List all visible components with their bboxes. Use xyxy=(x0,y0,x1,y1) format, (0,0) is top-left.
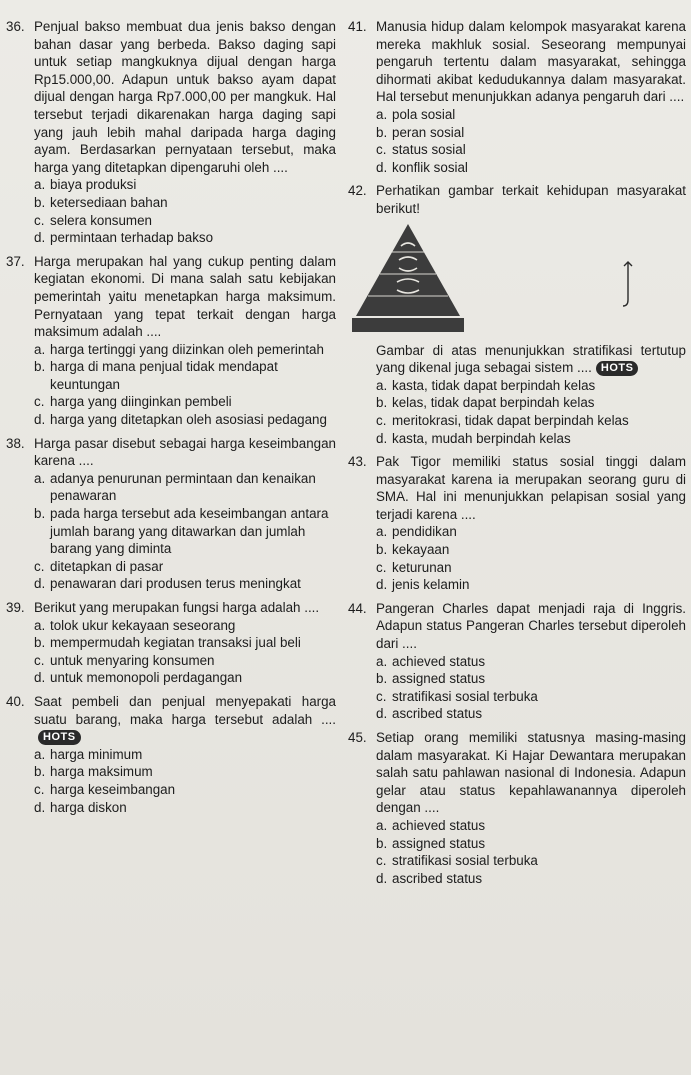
question-text: Harga merupakan hal yang cukup penting dalam kegiatan ekonomi. Di mana salah satu kebijakan pemerintah yaitu menetapkan harga maksimum. Pernyataan yang tepat terkait dengan harga maksimum adalah .... xyxy=(34,253,336,340)
question-text: Penjual bakso membuat dua jenis bakso dengan bahan dasar yang berbeda. Bakso daging sapi untuk setiap mangkuknya dijual dengan harga Rp15.000,00. Adapun untuk bakso ayam dapat dijual dengan harga Rp7.000,00 per mangkuk. Hal tersebut terjadi dikarenakan harga daging sapi yang jauh lebih mahal daripada harga daging ayam. Berdasarkan pernyataan tersebut, maka harga yang ditetapkan dipengaruhi oleh .... xyxy=(34,19,336,175)
question-text: Pak Tigor memiliki status sosial tinggi dalam masyarakat karena ia merupakan seorang guru di SMA. Hal ini menunjukkan pelapisan sosial yang terjadi karena .... xyxy=(376,454,686,522)
question-43 xyxy=(348,453,686,594)
question-text: Setiap orang memiliki statusnya masing-masing dalam masyarakat. Ki Hajar Dewantara merupakan salah satu pahlawan nasional di Indonesia. Adapun gelar atau status kepahlawanannya diperoleh dengan .... xyxy=(376,730,686,816)
left-column xyxy=(6,18,336,822)
right-column xyxy=(348,18,686,893)
option-c[interactable]: c. harga yang diinginkan pembeli xyxy=(34,394,232,410)
option-c[interactable]: c. ditetapkan di pasar xyxy=(34,558,164,574)
option-a[interactable]: a. pendidikan xyxy=(376,524,457,540)
option-a[interactable]: a. harga minimum xyxy=(34,746,143,762)
hots-badge: HOTS xyxy=(596,361,639,376)
arrow-up-icon xyxy=(623,262,632,306)
option-a[interactable]: a. tolok ukur kekayaan seseorang xyxy=(34,617,236,633)
options-list xyxy=(6,617,336,687)
option-a[interactable]: a. achieved status xyxy=(376,653,486,669)
question-45 xyxy=(348,729,686,887)
question-39 xyxy=(6,599,336,687)
question-number: 40. xyxy=(6,693,25,709)
option-c[interactable]: c. status sosial xyxy=(376,142,466,158)
option-b[interactable]: b. kelas, tidak dapat berpindah kelas xyxy=(376,395,595,411)
option-b[interactable]: b. harga di mana penjual tidak mendapat keuntungan xyxy=(34,359,278,392)
pyramid-base xyxy=(352,318,464,332)
question-40 xyxy=(6,693,336,816)
question-36 xyxy=(6,18,336,247)
stratification-figure xyxy=(348,222,686,338)
question-number: 36. xyxy=(6,19,25,34)
question-number: 43. xyxy=(348,454,367,470)
option-a[interactable]: a. kasta, tidak dapat berpindah kelas xyxy=(376,377,596,393)
option-d[interactable]: d. ascribed status xyxy=(376,870,483,886)
option-c[interactable]: c. stratifikasi sosial terbuka xyxy=(376,853,538,869)
option-a[interactable]: a. adanya penurunan permintaan dan kenaikan penawaran xyxy=(34,470,316,504)
option-b[interactable]: b. mempermudah kegiatan transaksi jual beli xyxy=(34,635,301,651)
options-list xyxy=(348,523,686,593)
option-d[interactable]: d. jenis kelamin xyxy=(376,577,470,593)
option-a[interactable]: a. pola sosial xyxy=(376,106,456,122)
option-d[interactable]: d. untuk memonopoli perdagangan xyxy=(34,670,243,686)
options-list xyxy=(6,470,336,593)
question-number: 44. xyxy=(348,600,367,616)
option-c[interactable]: c. untuk menyaring konsumen xyxy=(34,652,215,668)
options-list xyxy=(6,746,336,816)
options-list xyxy=(6,341,336,429)
question-number: 39. xyxy=(6,600,25,615)
question-text: Pangeran Charles dapat menjadi raja di Inggris. Adapun status Pangeran Charles tersebut diperoleh dari .... xyxy=(376,600,686,652)
option-c[interactable]: c. stratifikasi sosial terbuka xyxy=(376,688,538,704)
question-44 xyxy=(348,600,686,723)
question-text: Manusia hidup dalam kelompok masyarakat karena mereka makhluk sosial. Seseorang mempunyai pengaruh tertentu dalam masyarakat, sehingga dihormati akibat kedudukannya dalam masyarakat. Hal tersebut menunjukkan adanya pengaruh dari .... xyxy=(376,19,686,105)
question-number: 45. xyxy=(348,730,367,745)
option-c[interactable]: c. keturunan xyxy=(376,559,452,575)
question-followup-text: Gambar di atas menunjukkan stratifikasi tertutup yang dikenal juga sebagai sistem .... HOTS xyxy=(376,342,686,376)
option-d[interactable]: d. ascribed status xyxy=(376,706,483,722)
question-41 xyxy=(348,18,686,176)
question-38 xyxy=(6,435,336,593)
option-d[interactable]: d. permintaan terhadap bakso xyxy=(34,230,214,246)
question-number: 42. xyxy=(348,183,367,199)
option-d[interactable]: d. penawaran dari produsen terus meningkat xyxy=(34,576,301,592)
option-d[interactable]: d. konflik sosial xyxy=(376,159,468,175)
option-d[interactable]: d. kasta, mudah berpindah kelas xyxy=(376,430,571,446)
question-42 xyxy=(348,182,686,447)
option-b[interactable]: b. pada harga tersebut ada keseimbangan antara jumlah barang yang ditawarkan dan jumlah barang yang diminta xyxy=(34,506,329,557)
question-number: 37. xyxy=(6,253,25,269)
option-a[interactable]: a. biaya produksi xyxy=(34,177,137,193)
option-c[interactable]: c. selera konsumen xyxy=(34,212,152,228)
options-list xyxy=(348,377,686,447)
options-list xyxy=(6,176,336,246)
question-text: Perhatikan gambar terkait kehidupan masyarakat berikut! xyxy=(376,183,686,216)
question-text: Saat pembeli dan penjual menyepakati harga suatu barang, maka harga tersebut adalah ....HOTS xyxy=(34,693,336,744)
option-c[interactable]: c. harga keseimbangan xyxy=(34,781,176,797)
option-b[interactable]: b. kekayaan xyxy=(376,542,450,558)
option-b[interactable]: b. assigned status xyxy=(376,835,486,851)
option-c[interactable]: c. meritokrasi, tidak dapat berpindah kelas xyxy=(376,412,629,428)
question-37 xyxy=(6,253,336,429)
question-text: Harga pasar disebut sebagai harga keseimbangan karena .... xyxy=(34,435,336,469)
option-b[interactable]: b. harga maksimum xyxy=(34,764,153,780)
option-a[interactable]: a. achieved status xyxy=(376,817,486,833)
question-text: Berikut yang merupakan fungsi harga adalah .... xyxy=(34,600,320,615)
option-b[interactable]: b. assigned status xyxy=(376,671,486,687)
hots-badge: HOTS xyxy=(38,730,81,745)
pyramid-icon xyxy=(356,224,460,316)
option-b[interactable]: b. ketersediaan bahan xyxy=(34,194,168,210)
option-a[interactable]: a. harga tertinggi yang diizinkan oleh pemerintah xyxy=(34,341,324,357)
options-list xyxy=(348,653,686,723)
option-d[interactable]: d. harga yang ditetapkan oleh asosiasi pedagang xyxy=(34,412,327,428)
question-number: 41. xyxy=(348,19,367,34)
option-d[interactable]: d. harga diskon xyxy=(34,799,127,815)
pyramid-diagram xyxy=(348,222,658,338)
option-b[interactable]: b. peran sosial xyxy=(376,124,465,140)
question-number: 38. xyxy=(6,435,25,451)
options-list xyxy=(348,106,686,176)
options-list xyxy=(348,817,686,887)
